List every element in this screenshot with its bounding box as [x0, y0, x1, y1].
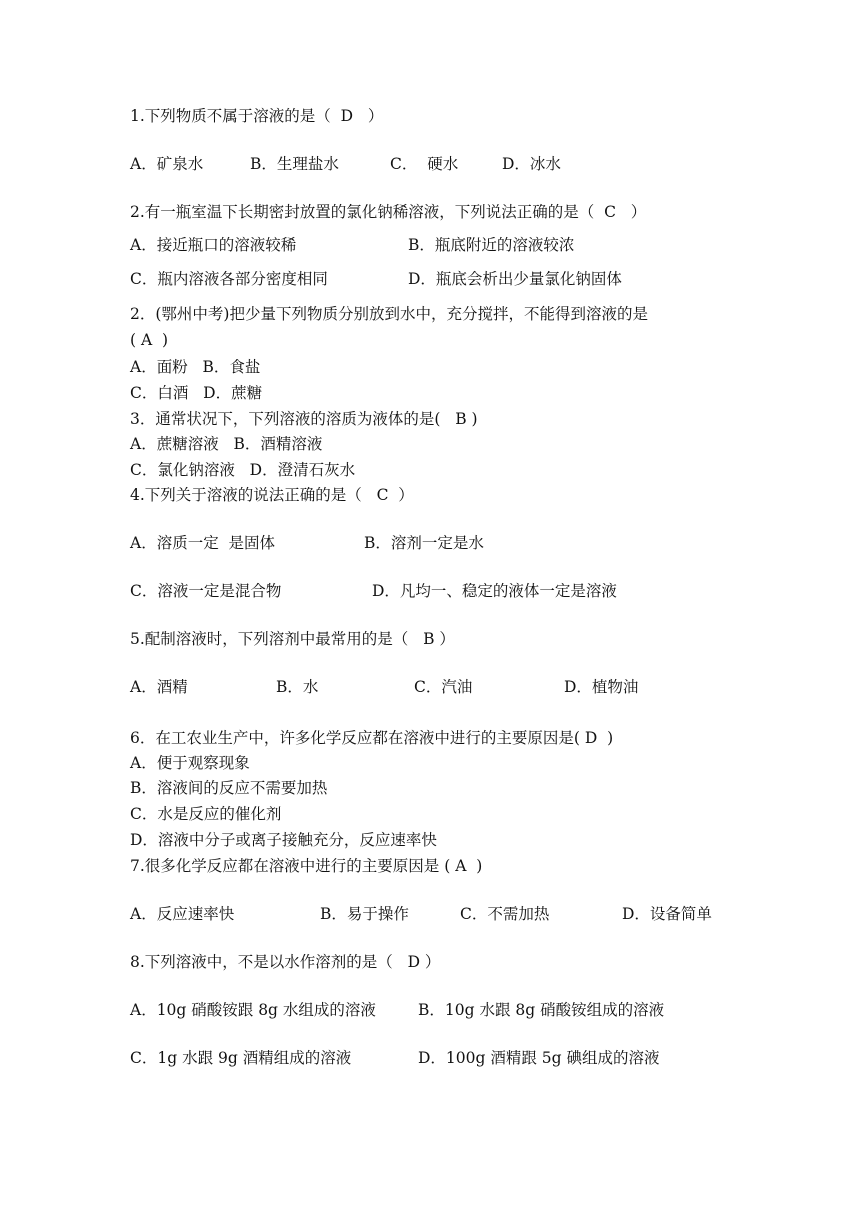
question-1-stem: 1.下列物质不属于溶液的是（ D ） — [130, 107, 384, 125]
question-4-stem: 3．通常状况下，下列溶液的溶质为液体的是( B ) — [130, 410, 478, 428]
question-1-option-a: A．矿泉水 — [130, 155, 204, 173]
question-2-stem: 2.有一瓶室温下长期密封放置的氯化钠稀溶液，下列说法正确的是（ C ） — [130, 203, 647, 221]
question-4-options-row-2: C．氯化钠溶液 D．澄清石灰水 — [130, 461, 356, 479]
question-8-option-c: C．不需加热 — [460, 905, 550, 923]
question-1-option-d: D．冰水 — [502, 155, 561, 173]
question-9-option-a: A．10g 硝酸铵跟 8g 水组成的溶液 — [130, 1001, 376, 1019]
question-9-option-d: D．100g 酒精跟 5g 碘组成的溶液 — [418, 1049, 660, 1067]
question-1-option-b: B．生理盐水 — [250, 155, 339, 173]
question-3-options-row-1: A．面粉 B．食盐 — [130, 358, 261, 376]
question-9-option-c: C．1g 水跟 9g 酒精组成的溶液 — [130, 1049, 352, 1067]
question-3-stem-line-2: ( A ) — [130, 331, 169, 349]
question-8-option-b: B．易于操作 — [320, 905, 409, 923]
question-1-option-c: C． 硬水 — [390, 155, 459, 173]
question-3-stem-line-1: 2．(鄂州中考)把少量下列物质分别放到水中，充分搅拌，不能得到溶液的是 — [130, 305, 648, 323]
question-3-options-row-2: C．白酒 D．蔗糖 — [130, 384, 263, 402]
question-7-option-b: B．溶液间的反应不需要加热 — [130, 779, 328, 797]
question-5-option-a: A．溶质一定 是固体 — [130, 534, 276, 552]
question-5-option-d: D．凡均一、稳定的液体一定是溶液 — [372, 582, 617, 600]
question-2-option-a: A．接近瓶口的溶液较稀 — [130, 236, 297, 254]
question-6-stem: 5.配制溶液时，下列溶剂中最常用的是（ B ） — [130, 630, 455, 648]
question-2-option-d: D．瓶底会析出少量氯化钠固体 — [408, 270, 622, 288]
question-9-stem: 8.下列溶液中，不是以水作溶剂的是（ D ） — [130, 953, 441, 971]
question-6-option-b: B．水 — [276, 678, 319, 696]
question-8-stem: 7.很多化学反应都在溶液中进行的主要原因是 ( A ) — [130, 857, 483, 875]
question-5-option-c: C．溶液一定是混合物 — [130, 582, 282, 600]
question-6-option-a: A．酒精 — [130, 678, 188, 696]
question-9-option-b: B．10g 水跟 8g 硝酸铵组成的溶液 — [418, 1001, 665, 1019]
question-2-option-b: B．瓶底附近的溶液较浓 — [408, 236, 575, 254]
question-7-stem: 6．在工农业生产中，许多化学反应都在溶液中进行的主要原因是( D ) — [130, 729, 614, 747]
question-4-options-row-1: A．蔗糖溶液 B．酒精溶液 — [130, 435, 323, 453]
question-5-option-b: B．溶剂一定是水 — [364, 534, 484, 552]
question-5-stem: 4.下列关于溶液的说法正确的是（ C ） — [130, 486, 414, 504]
question-7-option-c: C．水是反应的催化剂 — [130, 805, 282, 823]
question-7-option-d: D．溶液中分子或离子接触充分，反应速率快 — [130, 831, 437, 849]
question-2-option-c: C．瓶内溶液各部分密度相同 — [130, 270, 328, 288]
question-8-option-d: D．设备简单 — [622, 905, 712, 923]
question-8-option-a: A．反应速率快 — [130, 905, 235, 923]
question-6-option-d: D．植物油 — [564, 678, 639, 696]
question-6-option-c: C．汽油 — [414, 678, 473, 696]
question-7-option-a: A．便于观察现象 — [130, 754, 250, 772]
